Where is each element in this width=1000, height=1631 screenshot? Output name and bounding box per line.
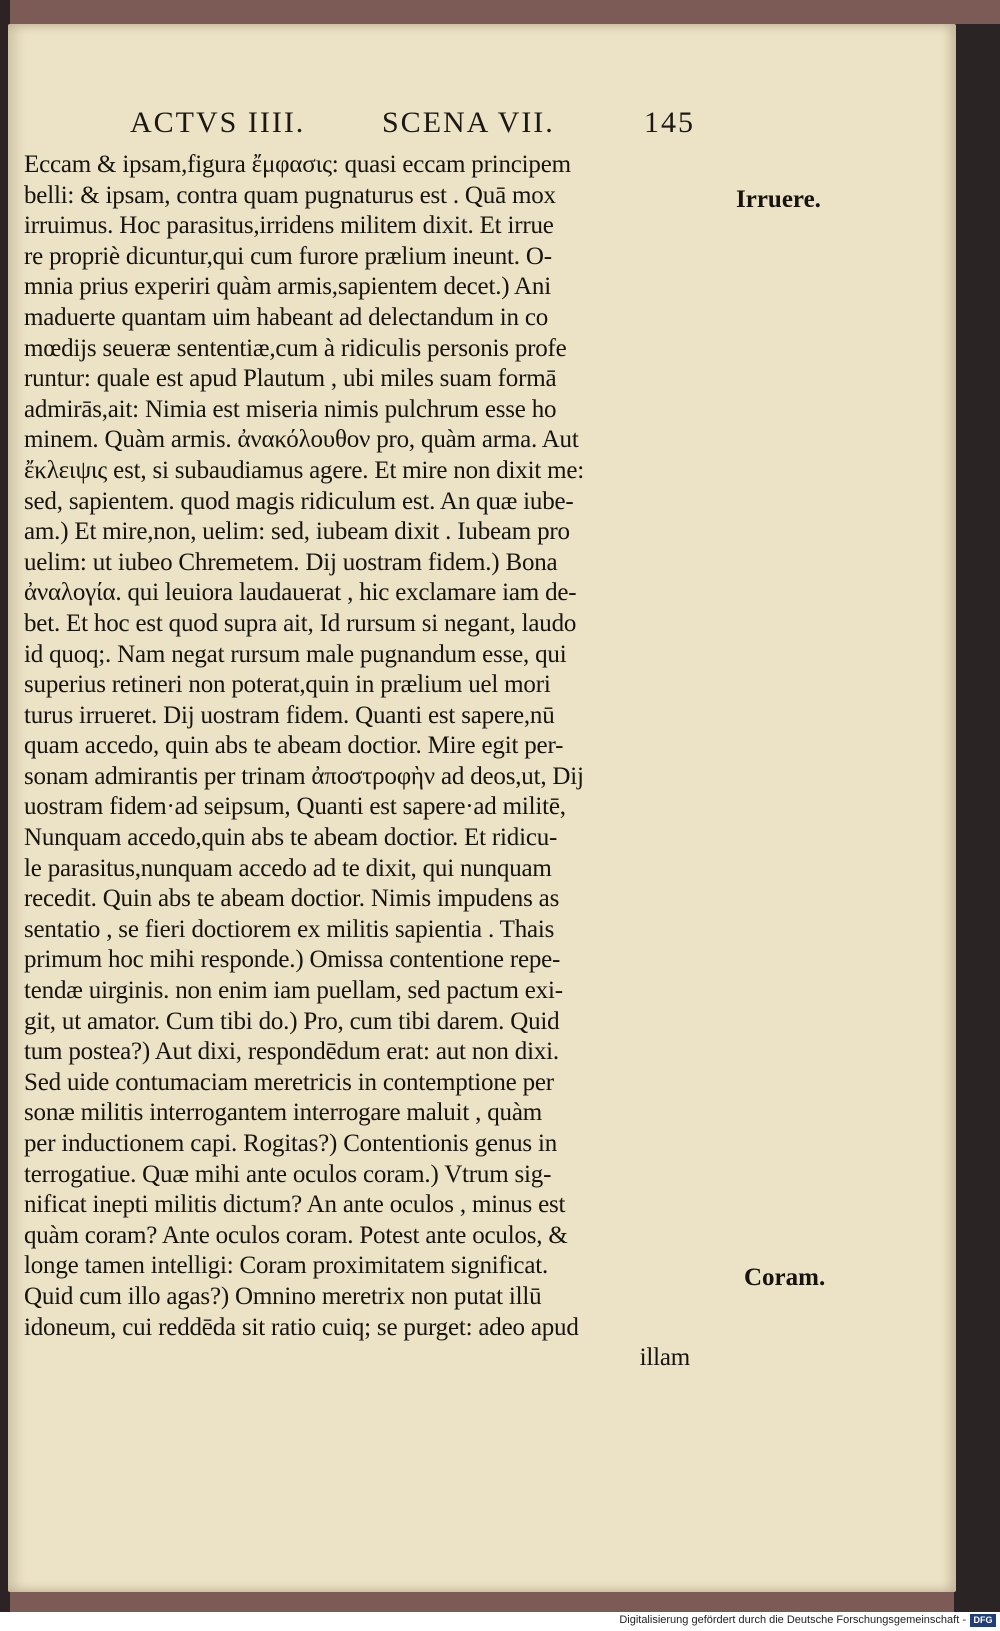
text-line: Sed uide contumaciam meretricis in contemptione per xyxy=(24,1068,554,1096)
text-line: primum hoc mihi responde.) Omissa contentione repe- xyxy=(24,946,561,974)
running-head xyxy=(130,106,710,146)
text-line: tendæ uirginis. non enim iam puellam, sed pactum exi- xyxy=(24,977,563,1005)
running-head-act: ACTVS IIII. xyxy=(130,106,306,139)
text-line: per inductionem capi. Rogitas?) Contentionis genus in xyxy=(24,1130,558,1157)
running-head-scene: SCENA VII. xyxy=(382,106,555,139)
dfg-logo-icon: DFG xyxy=(970,1614,996,1627)
page-edge-shadow xyxy=(954,24,1000,1612)
text-line: uelim: ut iubeo Chremetem. Dij uostram fidem.) Bona xyxy=(24,548,558,576)
text-line: Eccam & ipsam,figura ἔμφασις: quasi eccam principem xyxy=(24,151,571,178)
text-line: terrogatiue. Quæ mihi ante oculos coram.) Vtrum sig- xyxy=(24,1160,552,1188)
text-line: longe tamen intelligi: Coram proximitatem significat. xyxy=(24,1252,549,1280)
text-line: ἀναλογία. qui leuiora laudauerat , hic exclamare iam de- xyxy=(24,579,577,607)
text-line: illam xyxy=(639,1344,690,1372)
text-line: re propriè dicuntur,qui cum furore prælium ineunt. O- xyxy=(24,242,552,270)
text-line: git, ut amator. Cum tibi do.) Pro, cum tibi darem. Quid xyxy=(24,1007,560,1035)
text-line: runtur: quale est apud Plautum , ubi miles suam formā xyxy=(24,365,557,393)
text-line: sed, sapientem. quod magis ridiculum est. An quæ iube- xyxy=(24,487,574,515)
text-line: Nunquam accedo,quin abs te abeam doctior. Et ridicu- xyxy=(24,824,558,852)
text-line: superius retineri non poterat,quin in prælium uel mori xyxy=(24,671,551,699)
text-line: uostram fidem·ad seipsum, Quanti est sapere·ad militē, xyxy=(24,793,566,821)
commentary-text xyxy=(24,150,724,1374)
text-line: turus irrueret. Dij uostram fidem. Quanti est sapere,nū xyxy=(24,701,555,729)
text-line: mnia prius experiri quàm armis,sapientem decet.) Ani xyxy=(24,273,551,301)
text-line: recedit. Quin abs te abeam doctior. Nimis impudens as xyxy=(24,885,560,913)
text-line: am.) Et mire,non, uelim: sed, iubeam dixit . Iubeam pro xyxy=(24,518,570,546)
text-line: minem. Quàm armis. ἀνακόλουθον pro, quàm arma. Aut xyxy=(24,426,579,454)
text-line: quam accedo, quin abs te abeam doctior. Mire egit per- xyxy=(24,732,564,760)
text-line: belli: & ipsam, contra quam pugnaturus est . Quā mox xyxy=(24,181,556,209)
text-line: idoneum, cui reddēda sit ratio cuiq; se purget: adeo apud xyxy=(24,1313,579,1341)
text-line: irruimus. Hoc parasitus,irridens militem dixit. Et irrue xyxy=(24,212,554,240)
text-line: maduerte quantam uim habeant ad delectandum in co xyxy=(24,303,549,331)
text-line: tum postea?) Aut dixi, respondēdum erat: aut non dixi. xyxy=(24,1038,559,1066)
text-line: quàm coram? Ante oculos coram. Potest ante oculos, & xyxy=(24,1221,568,1249)
funding-credit: Digitalisierung gefördert durch die Deutsche Forschungsgemeinschaft - xyxy=(619,1614,966,1626)
page-number: 145 xyxy=(644,106,695,139)
text-line: id quoq;. Nam negat rursum male pugnandum esse, qui xyxy=(24,640,567,668)
text-line: admirās,ait: Nimia est miseria nimis pulchrum esse ho xyxy=(24,395,557,423)
text-line: ἔκλειψις est, si subaudiamus agere. Et mire non dixit me: xyxy=(24,456,585,484)
text-line: sonam admirantis per trinam ἀποστροφὴν ad deos,ut, Dij xyxy=(24,762,584,790)
text-line: sonæ militis interrogantem interrogare maluit , quàm xyxy=(24,1099,542,1127)
text-line: bet. Et hoc est quod supra ait, Id rursum si negant, laudo xyxy=(24,609,577,637)
text-line: nificat inepti militis dictum? An ante oculos , minus est xyxy=(24,1191,566,1219)
text-line: mœdijs seueræ sententiæ,cum à ridiculis personis profe xyxy=(24,334,567,362)
margin-note-irruere: Irruere. xyxy=(736,186,821,213)
digitization-footer xyxy=(0,1612,1000,1631)
text-line: Quid cum illo agas?) Omnino meretrix non putat illū xyxy=(24,1282,542,1310)
text-line: sentatio , se fieri doctiorem ex militis sapientia . Thais xyxy=(24,915,555,943)
margin-note-coram: Coram. xyxy=(744,1264,826,1291)
text-line: le parasitus,nunquam accedo ad te dixit, qui nunquam xyxy=(24,854,552,882)
